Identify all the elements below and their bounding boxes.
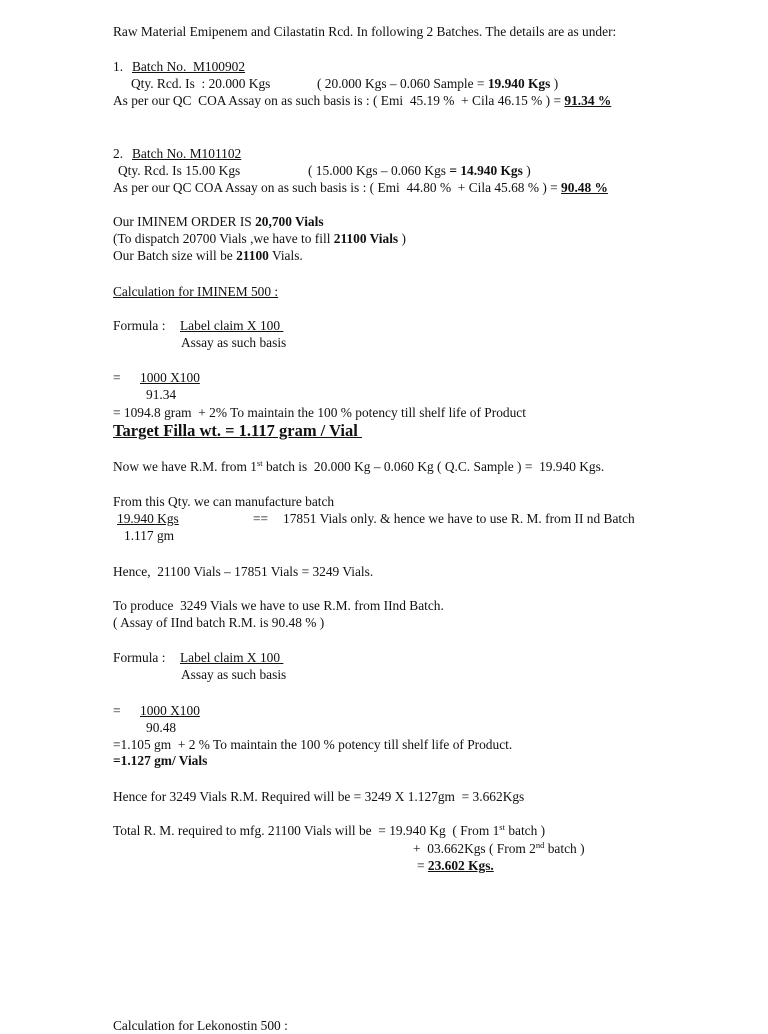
batch2-label: Batch No. M101102 xyxy=(132,146,242,161)
fraction-equals: == xyxy=(253,511,269,526)
calc2-result: =1.105 gm + 2 % To maintain the 100 % potency till shelf life of Product. xyxy=(113,737,513,752)
hence-line: Hence, 21100 Vials – 17851 Vials = 3249 Vials. xyxy=(113,564,374,579)
footer-heading-cut: Calculation for Lekonostin 500 : xyxy=(113,1018,288,1033)
calc1-heading: Calculation for IMINEM 500 : xyxy=(113,284,279,299)
calc2-formula-label: Formula : xyxy=(113,650,169,665)
batch2-assay-value: 90.48 % xyxy=(561,180,608,195)
calc2-denominator: 90.48 xyxy=(146,720,177,735)
calc2-final: =1.127 gm/ Vials xyxy=(113,753,208,768)
assay2-line: ( Assay of IInd batch R.M. is 90.48 % ) xyxy=(113,615,325,630)
calc2-hence: Hence for 3249 Vials R.M. Required will be = 3249 X 1.127gm = 3.662Kgs xyxy=(113,789,525,804)
fraction-result: 17851 Vials only. & hence we have to use R. M. from II nd Batch xyxy=(283,511,635,526)
dispatch-line: (To dispatch 20700 Vials ,we have to fill 21100 Vials ) xyxy=(113,231,406,246)
calc1-formula-label: Formula : xyxy=(113,318,169,333)
order-line: Our IMINEM ORDER IS 20,700 Vials xyxy=(113,214,324,229)
batch2-assay: As per our QC COA Assay on as such basis is : ( Emi 44.80 % + Cila 45.68 % ) = 90.48 % xyxy=(113,180,608,195)
fraction-denominator: 1.117 gm xyxy=(124,528,175,543)
manufacture-line: From this Qty. we can manufacture batch xyxy=(113,494,335,509)
batch-size-line: Our Batch size will be 21100 Vials. xyxy=(113,248,303,263)
target-fill-weight: Target Filla wt. = 1.117 gram / Vial xyxy=(113,421,362,440)
batch1-assay-value: 91.34 % xyxy=(564,93,612,108)
calc1-numerator: 1000 X100 xyxy=(140,370,200,385)
batch1-number: 1. xyxy=(113,59,124,74)
batch1-label: Batch No. M100902 xyxy=(132,59,246,74)
calc2-formula-denominator: Assay as such basis xyxy=(181,667,287,682)
intro-text: Raw Material Emipenem and Cilastatin Rcd. In following 2 Batches. The details are as under: xyxy=(113,24,617,39)
batch1-qty: Qty. Rcd. Is : 20.000 Kgs xyxy=(131,76,271,91)
calc2-equals: = xyxy=(113,703,121,718)
calc1-result: = 1094.8 gram + 2% To maintain the 100 % potency till shelf life of Product xyxy=(113,405,526,420)
total-value: 23.602 Kgs. xyxy=(427,858,494,873)
calc2-formula-numerator: Label claim X 100 xyxy=(180,650,284,665)
calc1-formula-numerator: Label claim X 100 xyxy=(180,318,284,333)
batch2-number: 2. xyxy=(113,146,124,161)
batch1-calc: ( 20.000 Kgs – 0.060 Sample = 19.940 Kgs ) xyxy=(317,76,559,91)
batch2-calc: ( 15.000 Kgs – 0.060 Kgs = 14.940 Kgs ) xyxy=(308,163,531,178)
rm-batch1-line: Now we have R.M. from 1st batch is 20.000 Kg – 0.060 Kg ( Q.C. Sample ) = 19.940 Kgs. xyxy=(113,458,605,474)
total-line-3: = 23.602 Kgs. xyxy=(417,858,494,873)
total-line-2: + 03.662Kgs ( From 2nd batch ) xyxy=(413,840,585,856)
calc2-numerator: 1000 X100 xyxy=(140,703,200,718)
produce-line: To produce 3249 Vials we have to use R.M. from IInd Batch. xyxy=(113,598,444,613)
calc1-formula-denominator: Assay as such basis xyxy=(181,335,287,350)
fraction-numerator: 19.940 Kgs xyxy=(117,511,179,526)
batch2-qty: Qty. Rcd. Is 15.00 Kgs xyxy=(118,163,241,178)
batch1-assay: As per our QC COA Assay on as such basis is : ( Emi 45.19 % + Cila 46.15 % ) = 91.34 % xyxy=(113,93,612,108)
calc1-denominator: 91.34 xyxy=(146,387,177,402)
calc1-equals: = xyxy=(113,370,121,385)
total-line-1: Total R. M. required to mfg. 21100 Vials will be = 19.940 Kg ( From 1st batch ) xyxy=(113,822,546,838)
